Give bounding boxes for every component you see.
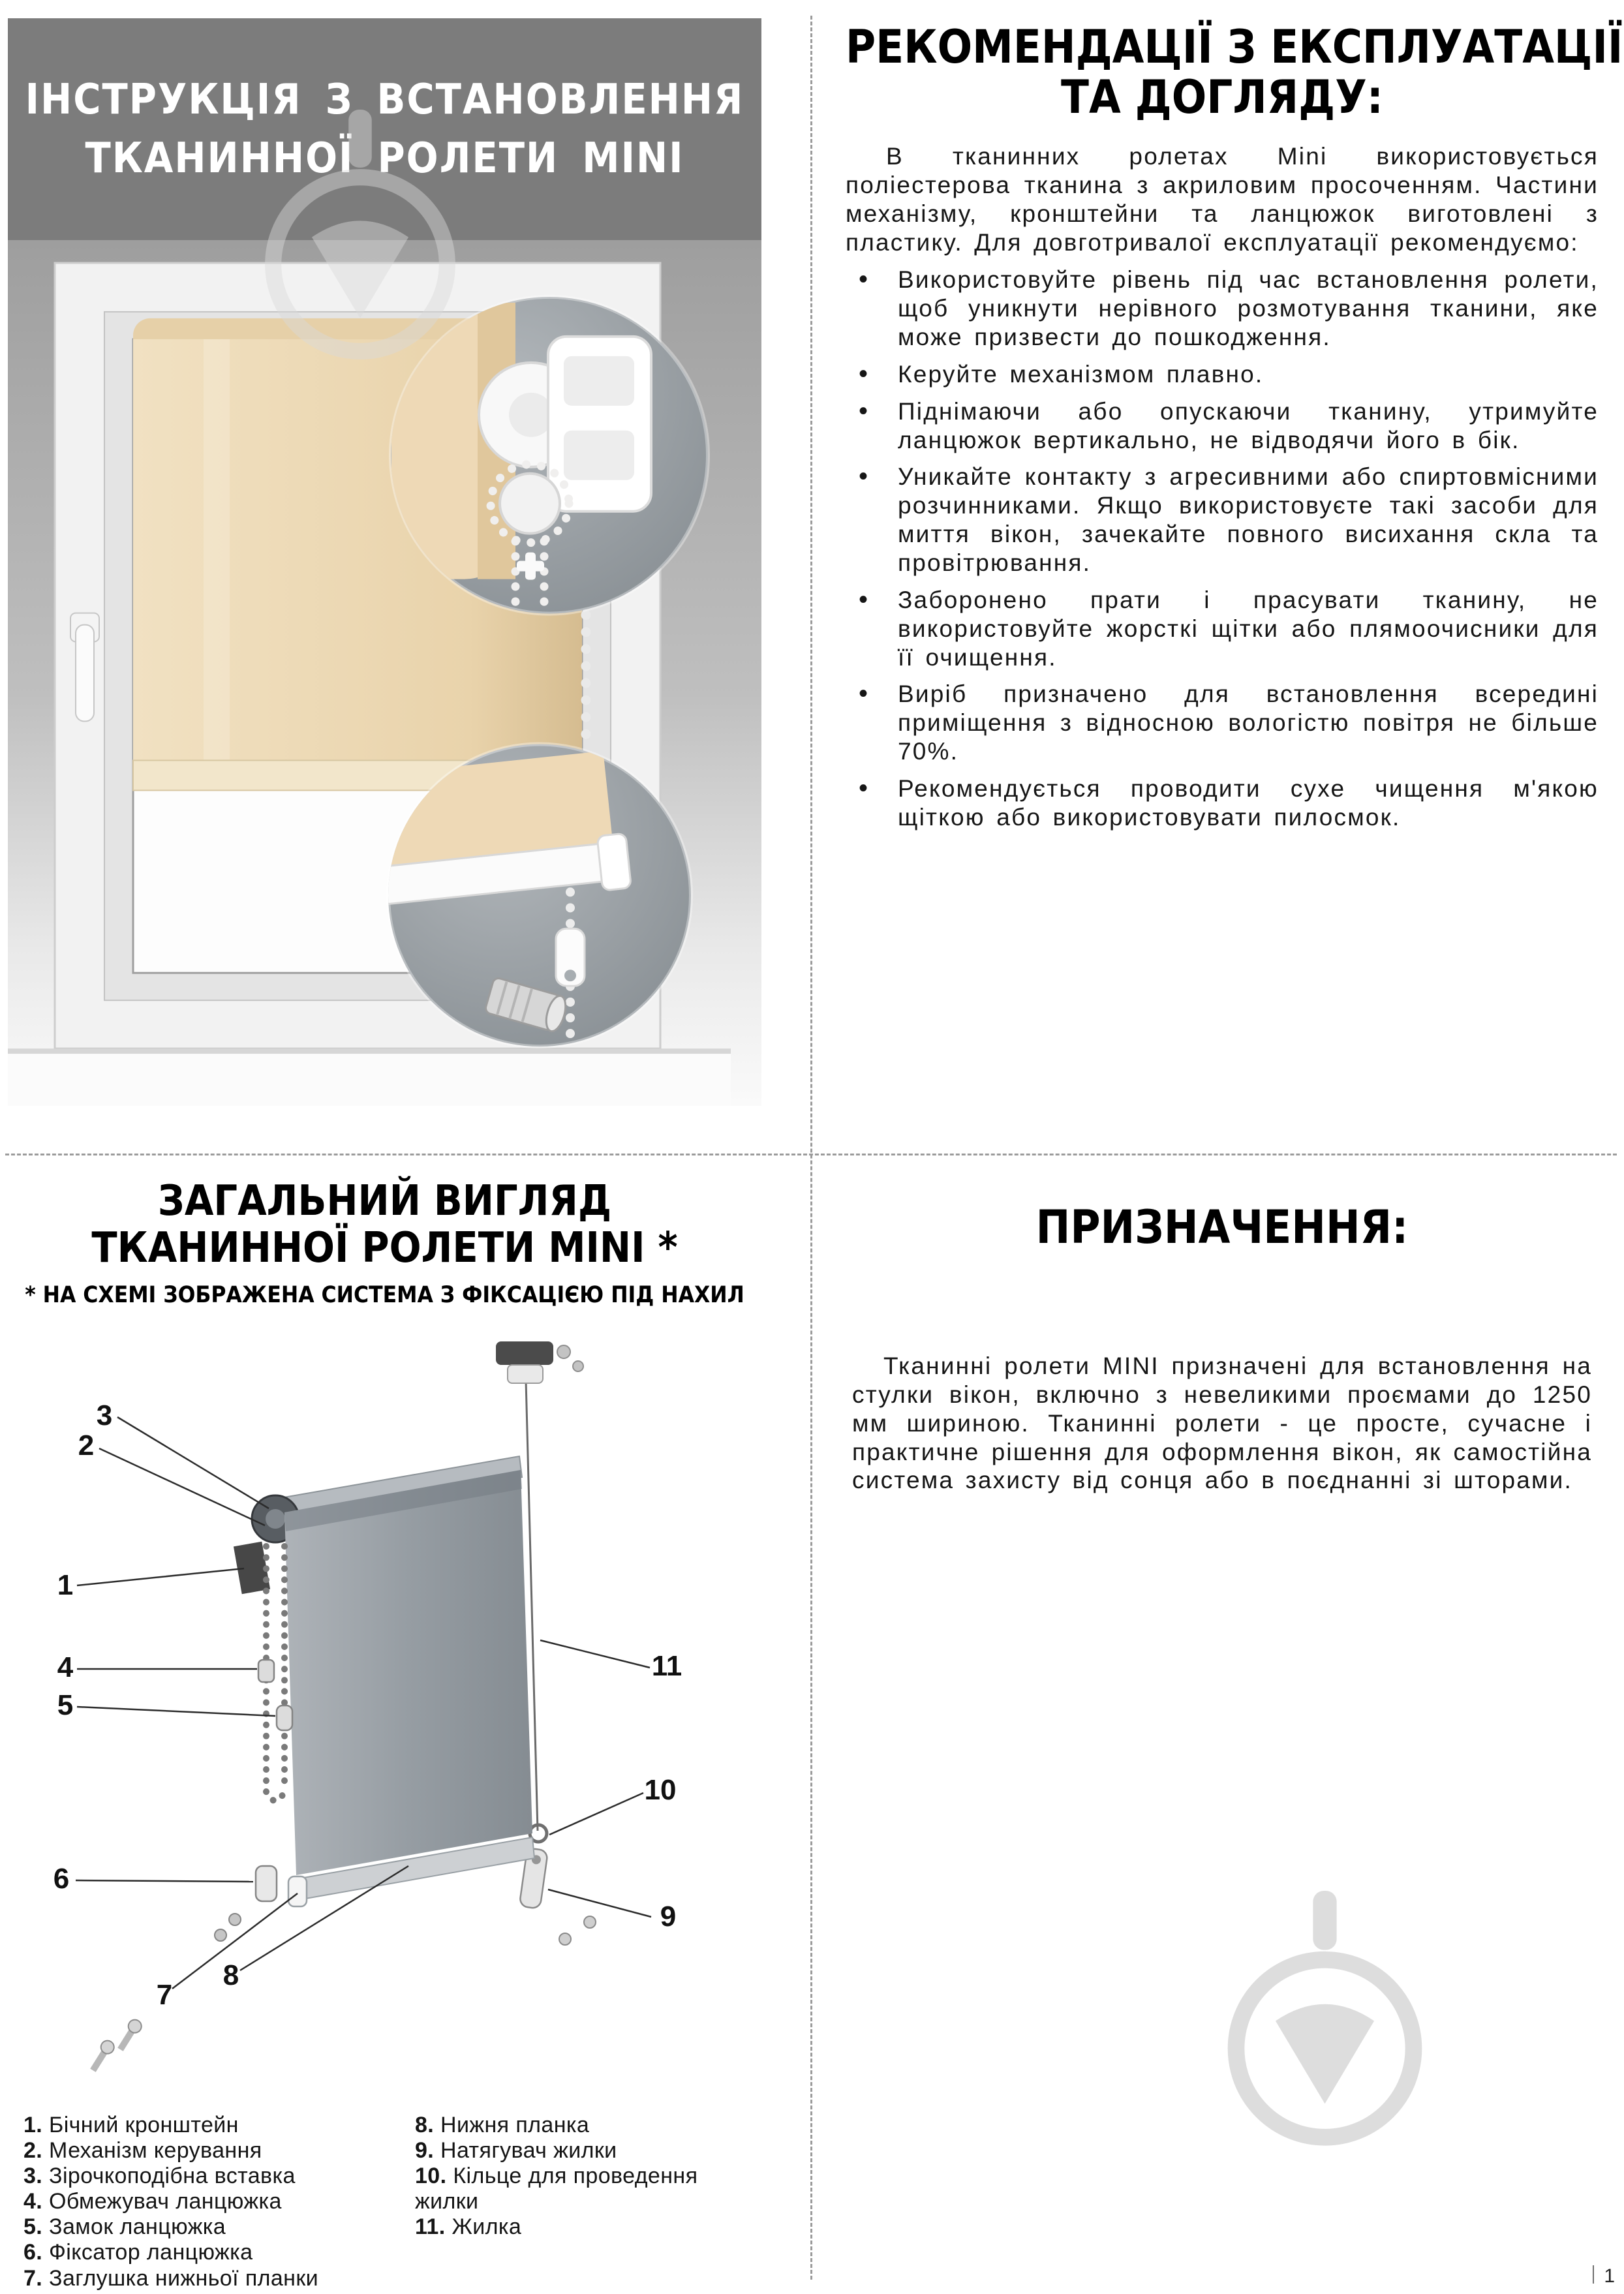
vertical-dashed-divider <box>810 16 812 2280</box>
care-bullet: • Керуйте механізмом плавно. <box>846 360 1599 389</box>
legend-number: 5. <box>23 2214 43 2240</box>
roller-assembly <box>234 1456 534 1906</box>
general-view-title-line1: ЗАГАЛЬНИЙ ВИГЛЯД <box>157 1177 612 1225</box>
diagram-label-1: 1 <box>57 1569 74 1601</box>
care-bullet: • Виріб призначено для встановлення всередині приміщення з відносною вологістю повітря не більше 70%. <box>846 680 1599 766</box>
legend-number: 6. <box>23 2240 43 2265</box>
window-photo-illustration <box>8 240 761 1150</box>
general-view-section-header <box>8 1178 761 1308</box>
care-bullet: • Рекомендується проводити сухе чищення м'якою щіткою або використовувати пилосмок. <box>846 774 1599 832</box>
legend-number: 2. <box>23 2138 43 2164</box>
care-title-line1: РЕКОМЕНДАЦІЇ З ЕКСПЛУАТАЦІЇ <box>846 20 1623 74</box>
legend-item <box>415 2138 722 2164</box>
care-recommendations-section <box>846 20 1623 832</box>
general-view-title <box>8 1178 761 1272</box>
title-banner <box>8 18 761 240</box>
legend-text: Зірочкоподібна вставка <box>49 2164 296 2189</box>
diagram-label-5: 5 <box>57 1689 74 1721</box>
care-bullet: • Заборонено прати і прасувати тканину, не використовуйте жорсткі щітки або плямоочисники для її очищення. <box>846 586 1599 672</box>
diagram-label-9: 9 <box>660 1901 677 1933</box>
care-intro-paragraph: В тканинних ролетах Mini використовується поліестерова тканина з акриловим просоченням. Частини механізму, кронштейни та ланцюжок виготовлені з пластику. Для довготривалої експлуатації рекомендуємо: <box>846 143 1599 256</box>
legend-text: Натягувач жилки <box>440 2138 617 2164</box>
top-cord-bracket <box>496 1341 553 1365</box>
legend-number: 11. <box>415 2214 446 2240</box>
general-view-subtitle: * НА СХЕМІ ЗОБРАЖЕНА СИСТЕМА З ФІКСАЦІЄЮ ПІД НАХИЛ <box>25 1282 744 1309</box>
chain-stop <box>258 1660 274 1682</box>
chain-parts <box>215 1660 292 1941</box>
diagram-label-6: 6 <box>53 1863 70 1895</box>
legend-number: 8. <box>415 2113 435 2137</box>
legend-text: Бічний кронштейн <box>49 2113 239 2137</box>
brand-watermark-icon <box>1225 1891 1424 2157</box>
care-section-title <box>846 20 1623 124</box>
care-title-line2: ТА ДОГЛЯДУ: <box>1061 70 1383 124</box>
legend-number: 9. <box>415 2138 435 2164</box>
legend-number: 1. <box>23 2113 43 2137</box>
purpose-section-title: ПРИЗНАЧЕННЯ: <box>1035 1201 1409 1254</box>
legend-item <box>23 2113 415 2138</box>
legend-text: Фіксатор ланцюжка <box>49 2240 253 2265</box>
diagram-label-3: 3 <box>96 1399 113 1431</box>
roller-blind-diagram <box>8 1304 761 2081</box>
window-sill <box>8 1048 761 1150</box>
mounting-screws <box>87 2017 144 2074</box>
legend-text: Механізм керування <box>49 2138 262 2164</box>
legend-text: Обмежувач ланцюжка <box>49 2189 282 2214</box>
legend-number: 3. <box>23 2164 43 2189</box>
legend-item <box>23 2189 415 2214</box>
legend-text: Нижня планка <box>440 2113 590 2137</box>
diagram-label-2: 2 <box>78 1430 95 1461</box>
legend-number: 10. <box>415 2164 447 2189</box>
legend-text: Жилка <box>452 2214 522 2240</box>
legend-item <box>23 2214 415 2240</box>
legend-item <box>415 2113 722 2138</box>
diagram-label-7: 7 <box>156 1979 173 2011</box>
horizontal-dashed-divider <box>5 1154 1617 1155</box>
care-bullet: • Уникайте контакту з агресивними або спиртовмісними розчинниками. Якщо використовуєте такі засоби для миття вікон, зачекайте повного висихання скла та провітрювання. <box>846 463 1599 577</box>
diagram-label-4: 4 <box>57 1651 74 1683</box>
callout-circle-mechanism <box>391 297 708 615</box>
page-number: 1 <box>1604 2265 1615 2287</box>
legend-item <box>23 2164 415 2189</box>
legend-item <box>23 2138 415 2164</box>
care-bullet: • Піднімаючи або опускаючи тканину, утримуйте ланцюжок вертикально, не відводячи його в бік. <box>846 397 1599 455</box>
legend-text: Кільце для проведення жилки <box>415 2164 698 2214</box>
corner-crop-mark <box>1593 2265 1594 2284</box>
care-bullet-list <box>846 266 1599 831</box>
legend-item <box>23 2240 415 2265</box>
legend-item <box>415 2214 722 2240</box>
diagram-legend <box>23 2113 800 2291</box>
legend-column-left <box>23 2113 415 2291</box>
legend-number: 7. <box>23 2265 43 2291</box>
legend-text: Заглушка нижньої планки <box>49 2265 319 2291</box>
legend-column-right <box>415 2113 722 2291</box>
purpose-paragraph: Тканинні ролети MINI призначені для встановлення на стулки вікон, включно з невеликими проємами до 1250 мм шириною. Тканинні ролети - це просте, сучасне і практичне рішення для оформлення вікон, як самостійна система захисту від сонця або в поєднанні зі шторами. <box>852 1353 1592 1494</box>
care-bullet: • Використовуйте рівень під час встановлення ролети, щоб уникнути нерівного розмотування тканини, яке може призвести до пошкодження. <box>846 266 1599 352</box>
fabric-panel <box>284 1470 532 1875</box>
slat-end-cap <box>288 1876 307 1906</box>
banner-title-line1: ІНСТРУКЦІЯ З ВСТАНОВЛЕННЯ <box>25 76 744 124</box>
legend-number: 4. <box>23 2189 43 2214</box>
chain-sprocket <box>500 474 560 534</box>
chain-lock <box>277 1705 292 1730</box>
banner-title-line2: ТКАНИННОЇ РОЛЕТИ MINI <box>85 134 684 183</box>
diagram-label-11: 11 <box>651 1650 682 1682</box>
legend-text: Замок ланцюжка <box>49 2214 226 2240</box>
chain-fixator <box>256 1866 277 1901</box>
diagram-label-10: 10 <box>644 1774 677 1806</box>
diagram-label-8: 8 <box>222 1959 239 1991</box>
legend-item <box>23 2266 415 2291</box>
legend-item <box>415 2164 722 2214</box>
general-view-title-line2: ТКАНИННОЇ РОЛЕТИ MINI * <box>91 1223 678 1272</box>
